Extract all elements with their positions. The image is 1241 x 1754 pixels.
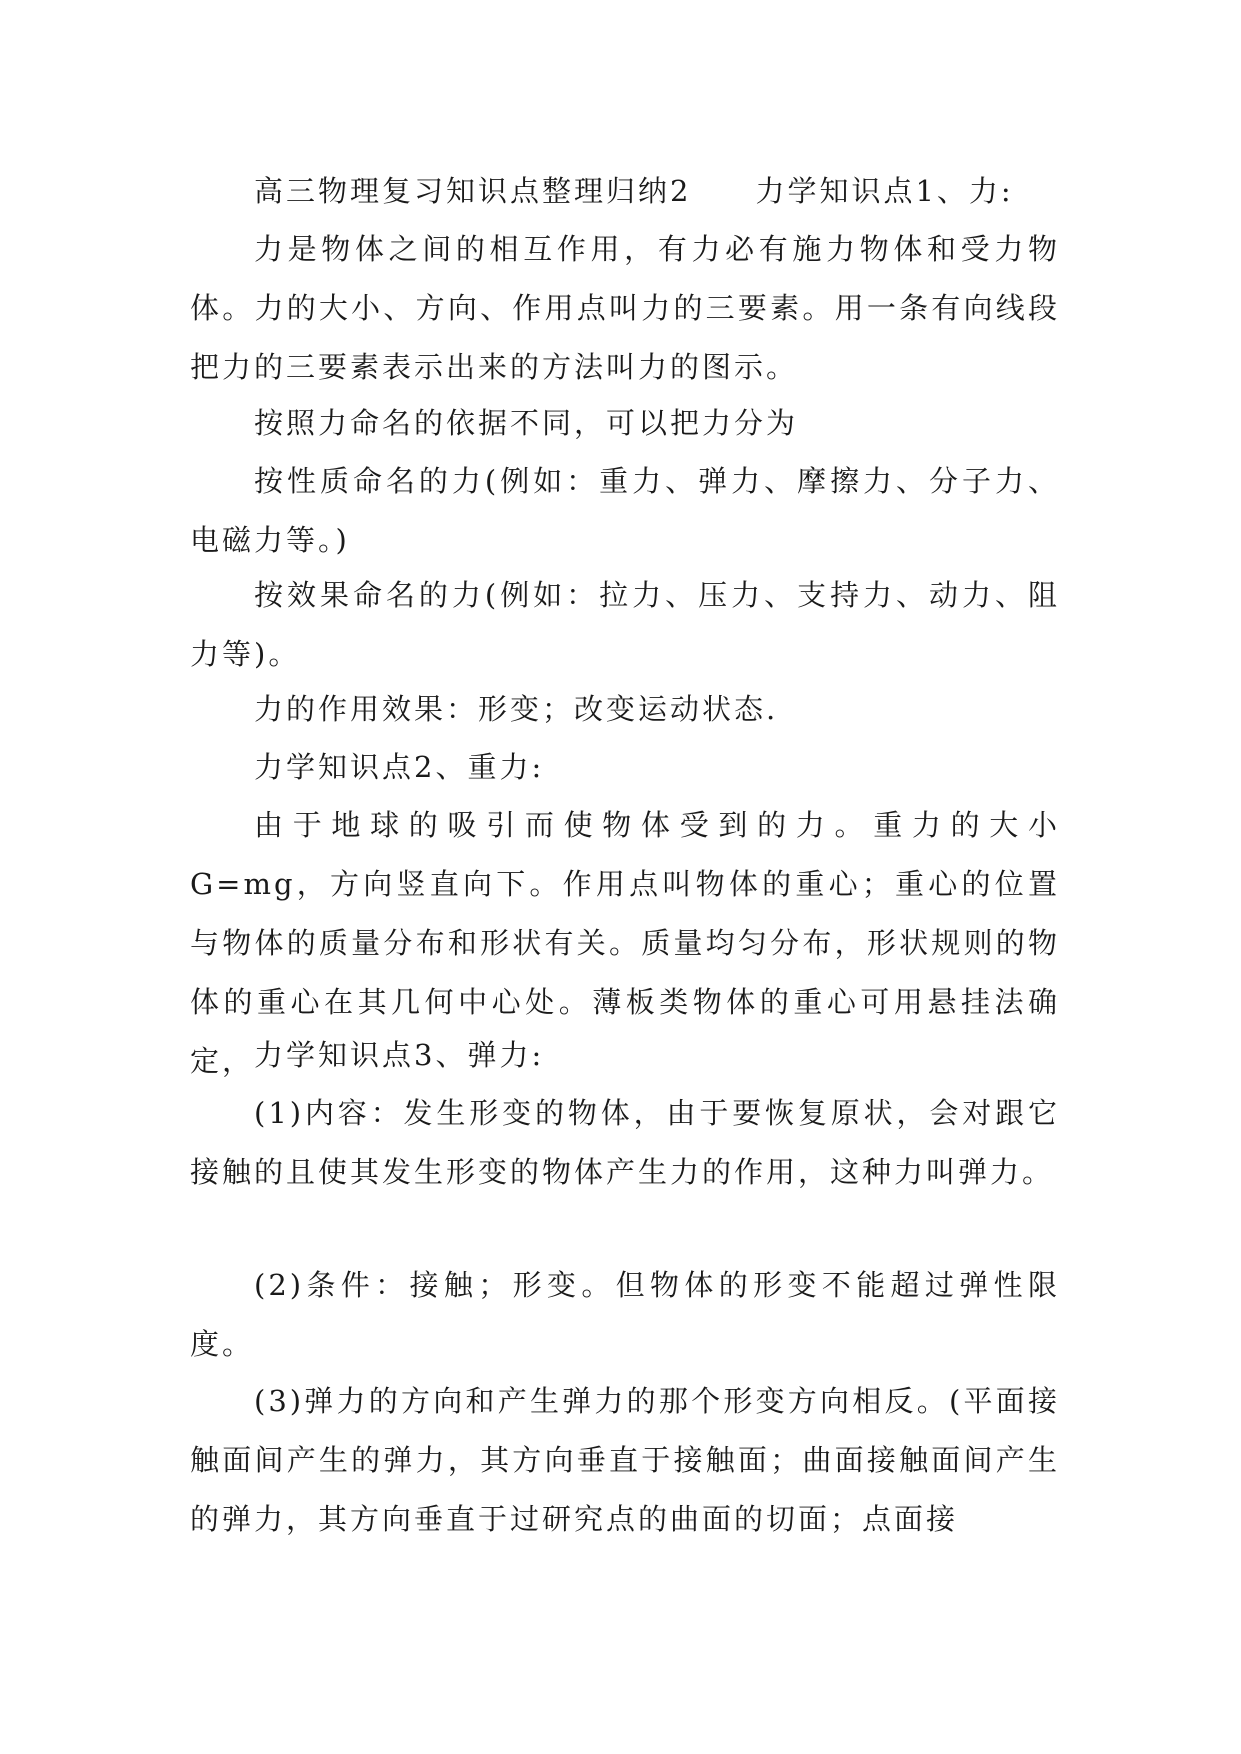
paragraph-force-by-nature: 按性质命名的力(例如：重力、弹力、摩擦力、分子力、电磁力等。) — [190, 464, 1060, 557]
heading-gravity: 力学知识点2、重力: — [254, 750, 545, 784]
paragraph-elastic-direction: (3)弹力的方向和产生弹力的那个形变方向相反。(平面接触面间产生的弹力，其方向垂直于接触面；曲面接触面间产生的弹力，其方向垂直于过研究点的曲面的切面；点面接 — [190, 1384, 1060, 1536]
paragraph-force-definition: 力是物体之间的相互作用，有力必有施力物体和受力物体。力的大小、方向、作用点叫力的三要素。用一条有向线段把力的三要素表示出来的方法叫力的图示。 — [190, 232, 1060, 384]
paragraph-gravity: 由于地球的吸引而使物体受到的力。重力的大小G=mg，方向竖直向下。作用点叫物体的重心；重心的位置与物体的质量分布和形状有关。质量均匀分布，形状规则的物体的重心在其几何中心处。薄板类物体的重心可用悬挂法确定， — [190, 808, 1060, 1078]
paragraph-elastic-condition: (2)条件：接触；形变。但物体的形变不能超过弹性限度。 — [190, 1268, 1060, 1361]
paragraph-elastic-content: (1)内容：发生形变的物体，由于要恢复原状，会对跟它接触的且使其发生形变的物体产生力的作用，这种力叫弹力。 — [190, 1096, 1060, 1189]
heading-elastic-force: 力学知识点3、弹力: — [254, 1038, 545, 1072]
paragraph-force-classification: 按照力命名的依据不同，可以把力分为 — [254, 406, 799, 440]
paragraph-force-effects: 力的作用效果：形变；改变运动状态. — [254, 692, 779, 726]
paragraph-title: 高三物理复习知识点整理归纳2 力学知识点1、力: — [254, 174, 1014, 208]
paragraph-force-by-effect: 按效果命名的力(例如：拉力、压力、支持力、动力、阻力等)。 — [190, 578, 1060, 671]
